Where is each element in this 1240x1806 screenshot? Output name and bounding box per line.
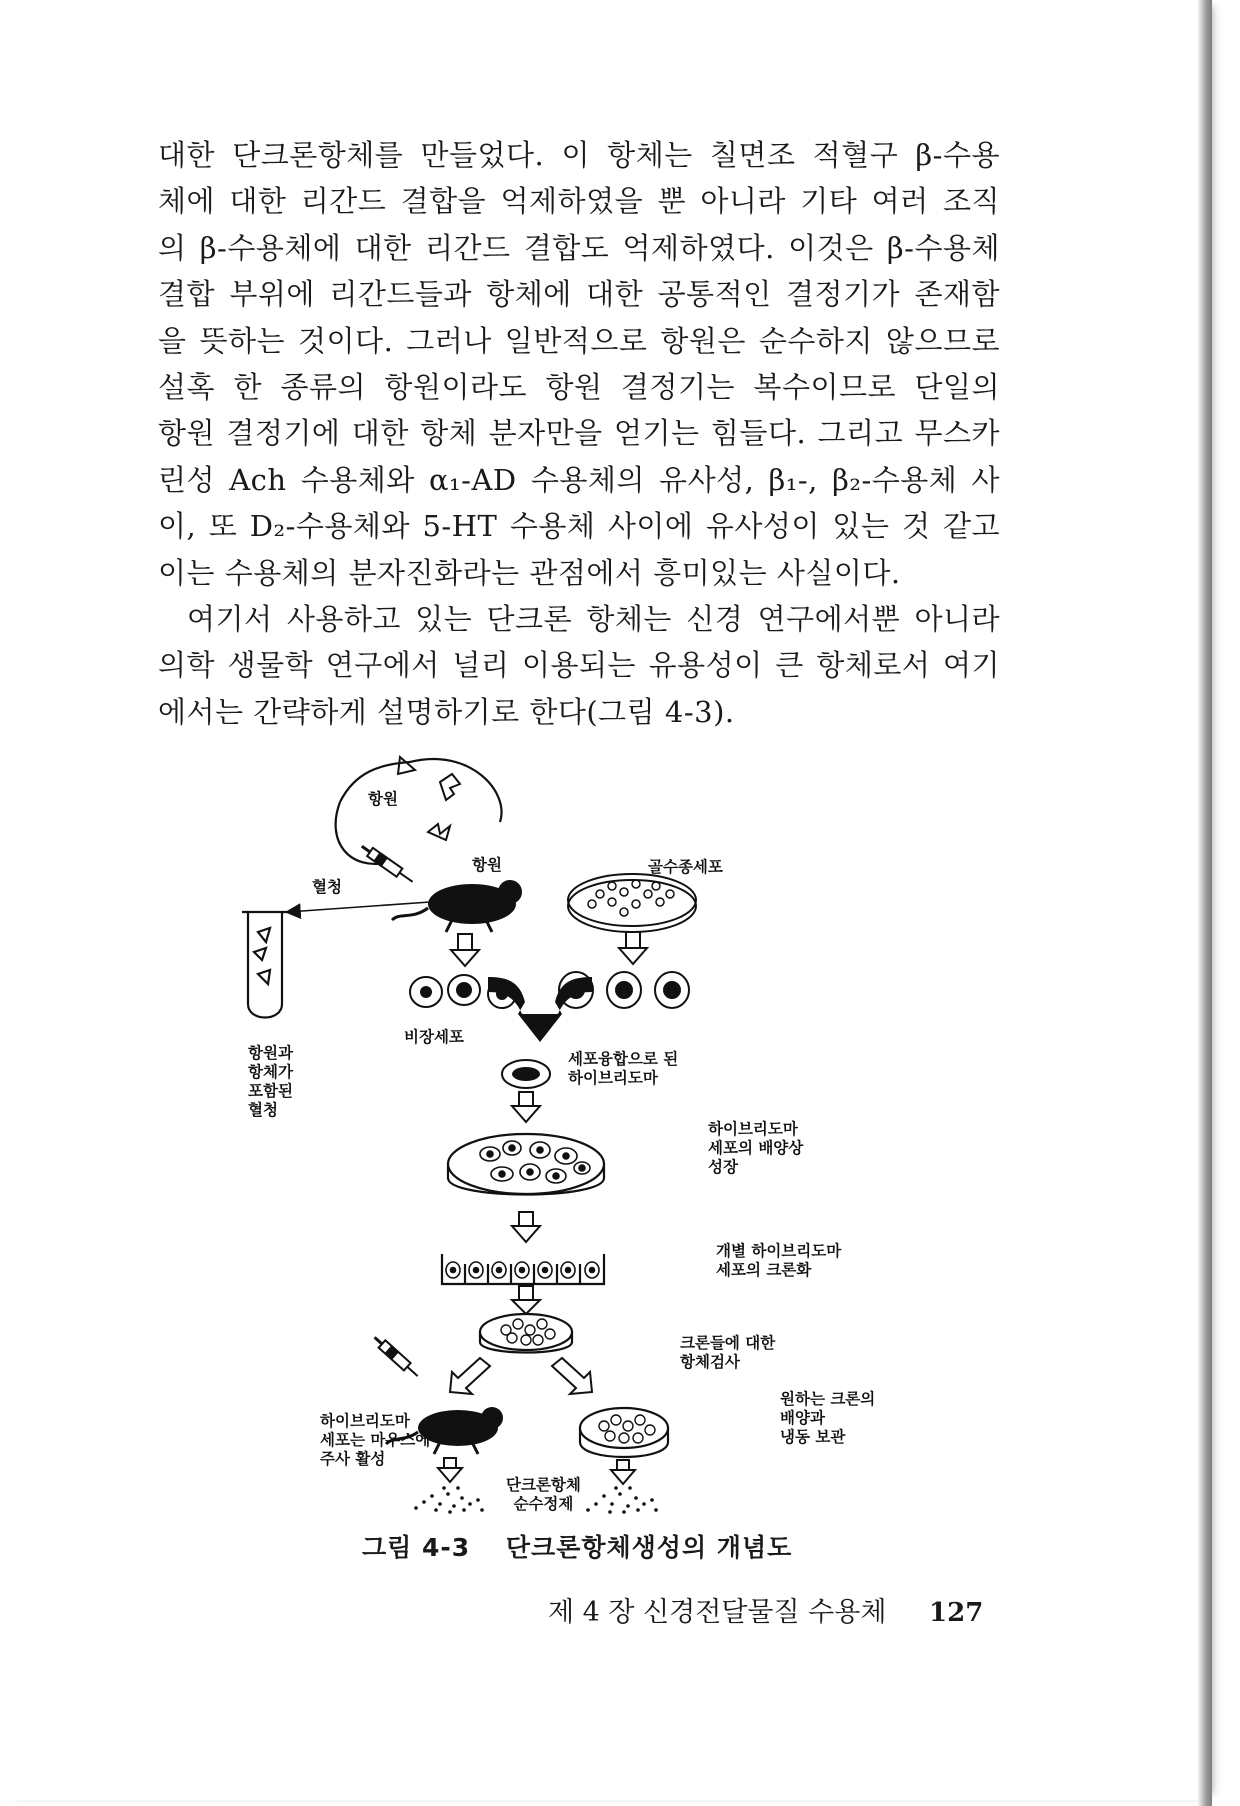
text-line: 의학 생물학 연구에서 널리 이용되는 유용성이 큰 항체로서 여기: [158, 648, 1000, 683]
text-line: 린성 Ach 수용체와 α₁-AD 수용체의 유사성, β₁-, β₂-수용체 사: [158, 462, 1000, 497]
label-serum: 혈청: [312, 878, 342, 896]
caption-number: 그림 4-3: [362, 1533, 471, 1562]
label-antigen-inject: 항원: [472, 856, 502, 874]
text-line: 을 뜻하는 것이다. 그러나 일반적으로 항원은 순수하지 않으므로: [158, 323, 1000, 358]
text-line: 항원 결정기에 대한 항체 분자만을 얻기는 힘들다. 그리고 무스카: [158, 416, 1000, 451]
label-screen: 크론들에 대한 항체검사: [680, 1334, 776, 1371]
antigen-zigzag-icon: [428, 824, 450, 840]
antigen-triangle-icon: [398, 757, 415, 774]
caption-title: 단크론항체생성의 개념도: [505, 1533, 793, 1562]
label-culture: 하이브리도마 세포의 배양상 성장: [708, 1120, 804, 1176]
label-inject-mouse: 하이브리도마 세포는 마우스에 주사 활성: [320, 1412, 431, 1468]
mouse-icon: [392, 880, 522, 932]
text-line: 결합 부위에 리간드들과 항체에 대한 공통적인 결정기가 존재함: [158, 277, 1000, 312]
chapter-title: 제 4 장 신경전달물질 수용체: [548, 1597, 887, 1628]
down-arrow-icon: [619, 932, 647, 964]
figure-monoclonal-antibody: [240, 752, 1000, 1552]
label-desired: 원하는 크론의 배양과 냉동 보관: [780, 1390, 876, 1446]
antibody-dots-right: [586, 1486, 658, 1514]
down-arrow-icon: [451, 934, 479, 966]
text-line: 대한 단크론항체를 만들었다. 이 항체는 칠면조 적혈구 β-수용: [158, 138, 1000, 172]
figure-caption: [362, 1528, 792, 1564]
text-line: 여기서 사용하고 있는 단크론 항체는 신경 연구에서뿐 아니라: [187, 601, 1000, 636]
down-arrow-icon: [438, 1458, 462, 1482]
test-tube-icon: [242, 912, 288, 1018]
page-edge-shadow: [1198, 0, 1212, 1806]
antigen-cycle: [336, 759, 502, 864]
page-footer: [548, 1590, 983, 1629]
label-purify: 단크론항체 순수정제: [506, 1476, 581, 1513]
page-number: 127: [929, 1598, 984, 1628]
down-right-arrow-icon: [552, 1358, 592, 1394]
text-line: 설혹 한 종류의 항원이라도 항원 결정기는 복수이므로 단일의: [158, 369, 1000, 404]
label-serum-desc: 항원과 항체가 포함된 혈청: [248, 1044, 293, 1119]
antigen-shape-icon: [440, 774, 460, 800]
hybridoma-cell-icon: [502, 1060, 550, 1088]
text-line: 이는 수용체의 분자진화라는 관점에서 흥미있는 사실이다.: [158, 555, 901, 590]
arrow-to-serum: [288, 902, 430, 912]
down-left-arrow-icon: [450, 1358, 490, 1394]
text-line: 체에 대한 리간드 결합을 억제하였을 뿐 아니라 기타 여러 조직: [158, 184, 1000, 219]
text-line: 에서는 간략하게 설명하기로 한다(그림 4-3).: [158, 694, 735, 729]
label-spleen: 비장세포: [404, 1028, 464, 1046]
label-antigen-top: 항원: [368, 790, 398, 808]
down-arrow-icon: [512, 1286, 540, 1314]
down-arrow-icon: [512, 1092, 540, 1122]
label-fusion: 세포융합으로 된 하이브리도마: [568, 1050, 679, 1087]
fusion-arrow-icon: [488, 977, 592, 1042]
text-line: 의 β-수용체에 대한 리간드 결합도 억제하였다. 이것은 β-수용체: [158, 230, 1000, 265]
antibody-dots-left: [414, 1486, 484, 1514]
syringe-icon: [371, 1334, 421, 1380]
body-text: [158, 132, 1000, 735]
text-line: 이, 또 D₂-수용체와 5-HT 수용체 사이에 유사성이 있는 것 같고: [158, 509, 1000, 544]
down-arrow-icon: [611, 1460, 635, 1484]
label-clone: 개별 하이브리도마 세포의 크론화: [716, 1242, 842, 1279]
down-arrow-icon: [512, 1212, 540, 1242]
label-myeloma: 골수종세포: [648, 858, 723, 876]
